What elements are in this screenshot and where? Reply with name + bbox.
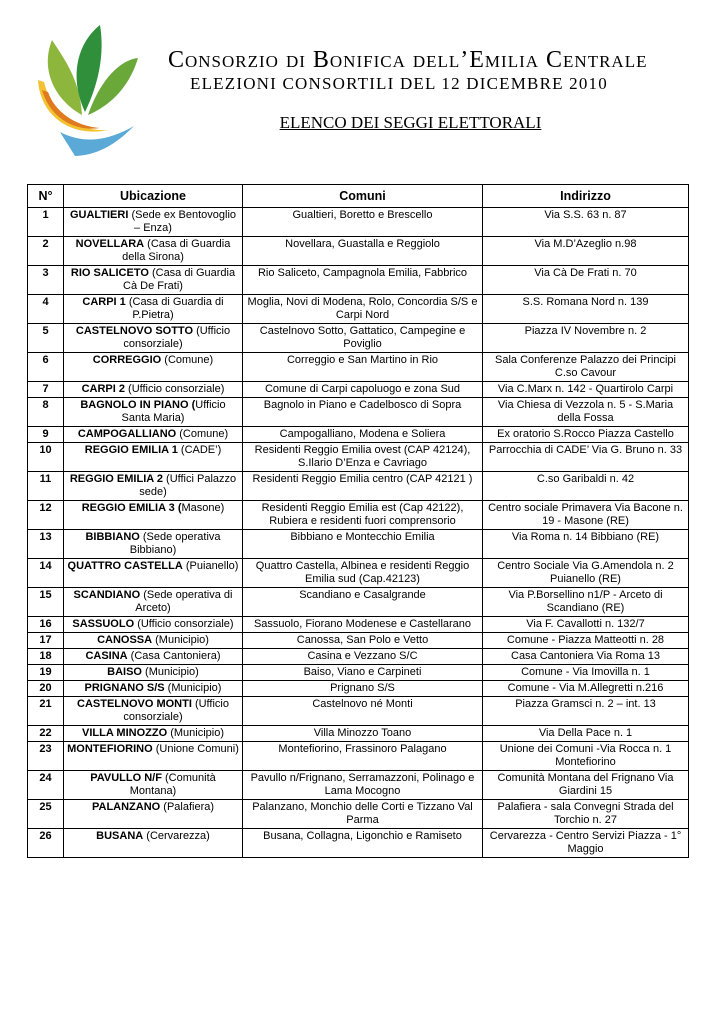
station-detail: (Puianello)	[182, 560, 239, 572]
row-number: 7	[28, 382, 64, 398]
station-detail: (Sede ex Bentovoglio – Enza)	[128, 209, 237, 234]
row-indirizzo: Comunità Montana del Frignano Via Giardini 15	[483, 771, 689, 800]
row-number: 16	[28, 617, 64, 633]
table-row	[28, 443, 689, 472]
table-row	[28, 649, 689, 665]
row-number: 15	[28, 588, 64, 617]
row-comuni: Palanzano, Monchio delle Corti e Tizzano Val Parma	[243, 800, 483, 829]
row-comuni: Comune di Carpi capoluogo e zona Sud	[243, 382, 483, 398]
row-indirizzo: Via C.Marx n. 142 - Quartirolo Carpi	[483, 382, 689, 398]
table-row	[28, 559, 689, 588]
row-indirizzo: Centro sociale Primavera Via Bacone n. 19 - Masone (RE)	[483, 501, 689, 530]
row-indirizzo: Via Chiesa di Vezzola n. 5 - S.Maria della Fossa	[483, 398, 689, 427]
row-comuni: Quattro Castella, Albinea e residenti Reggio Emilia sud (Cap.42123)	[243, 559, 483, 588]
station-name: REGGIO EMILIA 2	[69, 473, 163, 485]
table-row	[28, 829, 689, 858]
table-row	[28, 208, 689, 237]
row-number: 2	[28, 237, 64, 266]
station-detail: (Unione Comuni)	[152, 743, 239, 755]
station-detail: (Comunità Montana)	[129, 772, 216, 797]
station-detail: (Casa Cantoniera)	[127, 650, 221, 662]
table-row	[28, 398, 689, 427]
row-comuni: Baiso, Viano e Carpineti	[243, 665, 483, 681]
row-comuni: Residenti Reggio Emilia est (Cap 42122), Rubiera e residenti fuori comprensorio	[243, 501, 483, 530]
row-comuni: Rio Saliceto, Campagnola Emilia, Fabbrico	[243, 266, 483, 295]
row-comuni: Bibbiano e Montecchio Emilia	[243, 530, 483, 559]
row-indirizzo: Centro Sociale Via G.Amendola n. 2 Puianello (RE)	[483, 559, 689, 588]
station-detail: (Municipio)	[152, 634, 209, 646]
row-ubicazione	[64, 800, 243, 829]
table-row	[28, 295, 689, 324]
row-ubicazione	[64, 501, 243, 530]
station-detail: (Uffici Palazzo sede)	[139, 473, 237, 498]
row-ubicazione	[64, 353, 243, 382]
column-header-number: N°	[28, 185, 64, 208]
row-indirizzo: Via S.S. 63 n. 87	[483, 208, 689, 237]
row-ubicazione	[64, 559, 243, 588]
table-body	[28, 208, 689, 858]
table-row	[28, 800, 689, 829]
row-comuni: Moglia, Novi di Modena, Rolo, Concordia S/S e Carpi Nord	[243, 295, 483, 324]
row-number: 25	[28, 800, 64, 829]
station-detail: (Municipio)	[141, 666, 199, 678]
station-name: GUALTIERI	[69, 209, 129, 221]
row-ubicazione	[64, 829, 243, 858]
table-row	[28, 681, 689, 697]
row-ubicazione	[64, 427, 243, 443]
station-name: BIBBIANO	[85, 531, 140, 543]
station-name: PALANZANO	[91, 801, 161, 813]
row-indirizzo: Via Roma n. 14 Bibbiano (RE)	[483, 530, 689, 559]
row-indirizzo: Piazza IV Novembre n. 2	[483, 324, 689, 353]
station-detail: (Casa di Guardia della Sirona)	[122, 238, 231, 263]
station-name: RIO SALICETO	[70, 267, 149, 279]
row-ubicazione	[64, 295, 243, 324]
station-detail: (Comune)	[176, 428, 229, 440]
table-row	[28, 742, 689, 771]
table-row	[28, 237, 689, 266]
row-number: 10	[28, 443, 64, 472]
station-name: REGGIO EMILIA 3 (	[81, 502, 182, 514]
row-indirizzo: Ex oratorio S.Rocco Piazza Castello	[483, 427, 689, 443]
station-name: BUSANA	[96, 830, 144, 842]
table-row	[28, 530, 689, 559]
row-ubicazione	[64, 649, 243, 665]
row-comuni: Castelnovo né Monti	[243, 697, 483, 726]
station-name: REGGIO EMILIA 1	[84, 444, 178, 456]
row-comuni: Pavullo n/Frignano, Serramazzoni, Polinago e Lama Mocogno	[243, 771, 483, 800]
row-comuni: Campogalliano, Modena e Soliera	[243, 427, 483, 443]
row-comuni: Montefiorino, Frassinoro Palagano	[243, 742, 483, 771]
row-ubicazione	[64, 324, 243, 353]
row-number: 18	[28, 649, 64, 665]
row-ubicazione	[64, 266, 243, 295]
column-header-ubicazione: Ubicazione	[64, 185, 243, 208]
station-detail: (Sede operativa Bibbiano)	[129, 531, 221, 556]
row-number: 3	[28, 266, 64, 295]
row-comuni: Sassuolo, Fiorano Modenese e Castellarano	[243, 617, 483, 633]
row-ubicazione	[64, 726, 243, 742]
station-detail: (Ufficio consorziale)	[124, 383, 225, 395]
row-indirizzo: Casa Cantoniera Via Roma 13	[483, 649, 689, 665]
row-indirizzo: Piazza Gramsci n. 2 – int. 13	[483, 697, 689, 726]
station-name: QUATTRO CASTELLA	[67, 560, 183, 572]
row-ubicazione	[64, 588, 243, 617]
station-name: CORREGGIO	[92, 354, 162, 366]
row-comuni: Prignano S/S	[243, 681, 483, 697]
polling-stations-table	[27, 184, 689, 858]
station-detail: (Sede operativa di Arceto)	[135, 589, 233, 614]
row-indirizzo: Sala Conferenze Palazzo dei Principi C.so Cavour	[483, 353, 689, 382]
row-ubicazione	[64, 617, 243, 633]
row-number: 22	[28, 726, 64, 742]
station-detail: (Casa di Guardia Cà De Frati)	[123, 267, 236, 292]
table-header-row	[28, 185, 689, 208]
table-row	[28, 353, 689, 382]
row-indirizzo: Cervarezza - Centro Servizi Piazza - 1° Maggio	[483, 829, 689, 858]
table-row	[28, 266, 689, 295]
row-indirizzo: Comune - Piazza Matteotti n. 28	[483, 633, 689, 649]
row-comuni: Busana, Collagna, Ligonchio e Ramiseto	[243, 829, 483, 858]
station-name: PAVULLO N/F	[90, 772, 162, 784]
row-number: 8	[28, 398, 64, 427]
station-detail: (Casa di Guardia di P.Pietra)	[125, 296, 224, 321]
table-row	[28, 324, 689, 353]
row-number: 17	[28, 633, 64, 649]
station-name: SCANDIANO	[73, 589, 141, 601]
row-ubicazione	[64, 208, 243, 237]
row-number: 20	[28, 681, 64, 697]
table-row	[28, 382, 689, 398]
row-number: 12	[28, 501, 64, 530]
table-row	[28, 633, 689, 649]
row-number: 26	[28, 829, 64, 858]
station-name: NOVELLARA	[75, 238, 145, 250]
row-comuni: Novellara, Guastalla e Reggiolo	[243, 237, 483, 266]
station-name: BAISO	[107, 666, 142, 678]
station-detail: (Municipio)	[167, 727, 224, 739]
table-row	[28, 501, 689, 530]
row-indirizzo: Via Cà De Frati n. 70	[483, 266, 689, 295]
station-name: CANOSSA	[97, 634, 153, 646]
row-comuni: Canossa, San Polo e Vetto	[243, 633, 483, 649]
row-indirizzo: Comune - Via M.Allegretti n.216	[483, 681, 689, 697]
row-ubicazione	[64, 382, 243, 398]
station-name: SASSUOLO	[72, 618, 135, 630]
row-number: 5	[28, 324, 64, 353]
consortium-title: Consorzio di Bonifica dell’Emilia Centrale	[168, 47, 648, 73]
station-name: CARPI 2	[81, 383, 125, 395]
station-name: CAMPOGALLIANO	[77, 428, 177, 440]
row-number: 21	[28, 697, 64, 726]
station-name: PRIGNANO S/S	[84, 682, 165, 694]
row-indirizzo: Palafiera - sala Convegni Strada del Torchio n. 27	[483, 800, 689, 829]
station-name: CASTELNOVO MONTI	[77, 698, 192, 710]
table-row	[28, 472, 689, 501]
table-row	[28, 427, 689, 443]
station-detail: (Ufficio consorziale)	[123, 698, 229, 723]
table-row	[28, 771, 689, 800]
row-ubicazione	[64, 697, 243, 726]
station-detail: (Cervarezza)	[143, 830, 210, 842]
row-indirizzo: S.S. Romana Nord n. 139	[483, 295, 689, 324]
row-comuni: Bagnolo in Piano e Cadelbosco di Sopra	[243, 398, 483, 427]
row-ubicazione	[64, 771, 243, 800]
column-header-comuni: Comuni	[243, 185, 483, 208]
station-name: CASTELNOVO SOTTO	[75, 325, 194, 337]
row-comuni: Castelnovo Sotto, Gattatico, Campegine e Poviglio	[243, 324, 483, 353]
row-number: 6	[28, 353, 64, 382]
row-ubicazione	[64, 530, 243, 559]
station-detail: (CADE’)	[177, 444, 222, 456]
station-detail: Masone)	[181, 502, 225, 514]
row-indirizzo: C.so Garibaldi n. 42	[483, 472, 689, 501]
row-indirizzo: Via P.Borsellino n1/P - Arceto di Scandiano (RE)	[483, 588, 689, 617]
station-detail: Ufficio Santa Maria)	[121, 399, 226, 424]
row-comuni: Residenti Reggio Emilia ovest (CAP 42124), S.Ilario D’Enza e Cavriago	[243, 443, 483, 472]
row-comuni: Casina e Vezzano S/C	[243, 649, 483, 665]
station-name: BAGNOLO IN PIANO (	[80, 399, 196, 411]
row-indirizzo: Via Della Pace n. 1	[483, 726, 689, 742]
row-ubicazione	[64, 665, 243, 681]
table-row	[28, 665, 689, 681]
station-detail: (Palafiera)	[160, 801, 215, 813]
election-subtitle: ELEZIONI CONSORTILI DEL 12 DICEMBRE 2010	[190, 74, 608, 93]
station-detail: (Comune)	[161, 354, 214, 366]
row-number: 1	[28, 208, 64, 237]
table-row	[28, 726, 689, 742]
row-number: 24	[28, 771, 64, 800]
row-number: 14	[28, 559, 64, 588]
row-comuni: Villa Minozzo Toano	[243, 726, 483, 742]
table-row	[28, 617, 689, 633]
row-ubicazione	[64, 742, 243, 771]
row-comuni: Scandiano e Casalgrande	[243, 588, 483, 617]
station-name: CARPI 1	[82, 296, 126, 308]
consorzio-logo	[30, 20, 140, 160]
list-title: ELENCO DEI SEGGI ELETTORALI	[279, 113, 542, 132]
station-name: VILLA MINOZZO	[82, 727, 168, 739]
column-header-indirizzo: Indirizzo	[483, 185, 689, 208]
row-comuni: Gualtieri, Boretto e Brescello	[243, 208, 483, 237]
row-ubicazione	[64, 237, 243, 266]
station-detail: (Municipio)	[164, 682, 222, 694]
row-number: 4	[28, 295, 64, 324]
row-ubicazione	[64, 633, 243, 649]
row-comuni: Residenti Reggio Emilia centro (CAP 42121 )	[243, 472, 483, 501]
row-ubicazione	[64, 472, 243, 501]
station-name: CASINA	[85, 650, 128, 662]
table-row	[28, 697, 689, 726]
row-number: 19	[28, 665, 64, 681]
row-comuni: Correggio e San Martino in Rio	[243, 353, 483, 382]
row-indirizzo: Unione dei Comuni -Via Rocca n. 1 Montefiorino	[483, 742, 689, 771]
row-ubicazione	[64, 443, 243, 472]
row-ubicazione	[64, 398, 243, 427]
row-number: 9	[28, 427, 64, 443]
station-name: MONTEFIORINO	[67, 743, 153, 755]
row-indirizzo: Comune - Via Imovilla n. 1	[483, 665, 689, 681]
row-number: 23	[28, 742, 64, 771]
row-number: 11	[28, 472, 64, 501]
table-row	[28, 588, 689, 617]
row-ubicazione	[64, 681, 243, 697]
row-number: 13	[28, 530, 64, 559]
station-detail: (Ufficio consorziale)	[134, 618, 234, 630]
row-indirizzo: Via F. Cavallotti n. 132/7	[483, 617, 689, 633]
row-indirizzo: Parrocchia di CADE’ Via G. Bruno n. 33	[483, 443, 689, 472]
row-indirizzo: Via M.D’Azeglio n.98	[483, 237, 689, 266]
station-detail: (Ufficio consorziale)	[123, 325, 231, 350]
